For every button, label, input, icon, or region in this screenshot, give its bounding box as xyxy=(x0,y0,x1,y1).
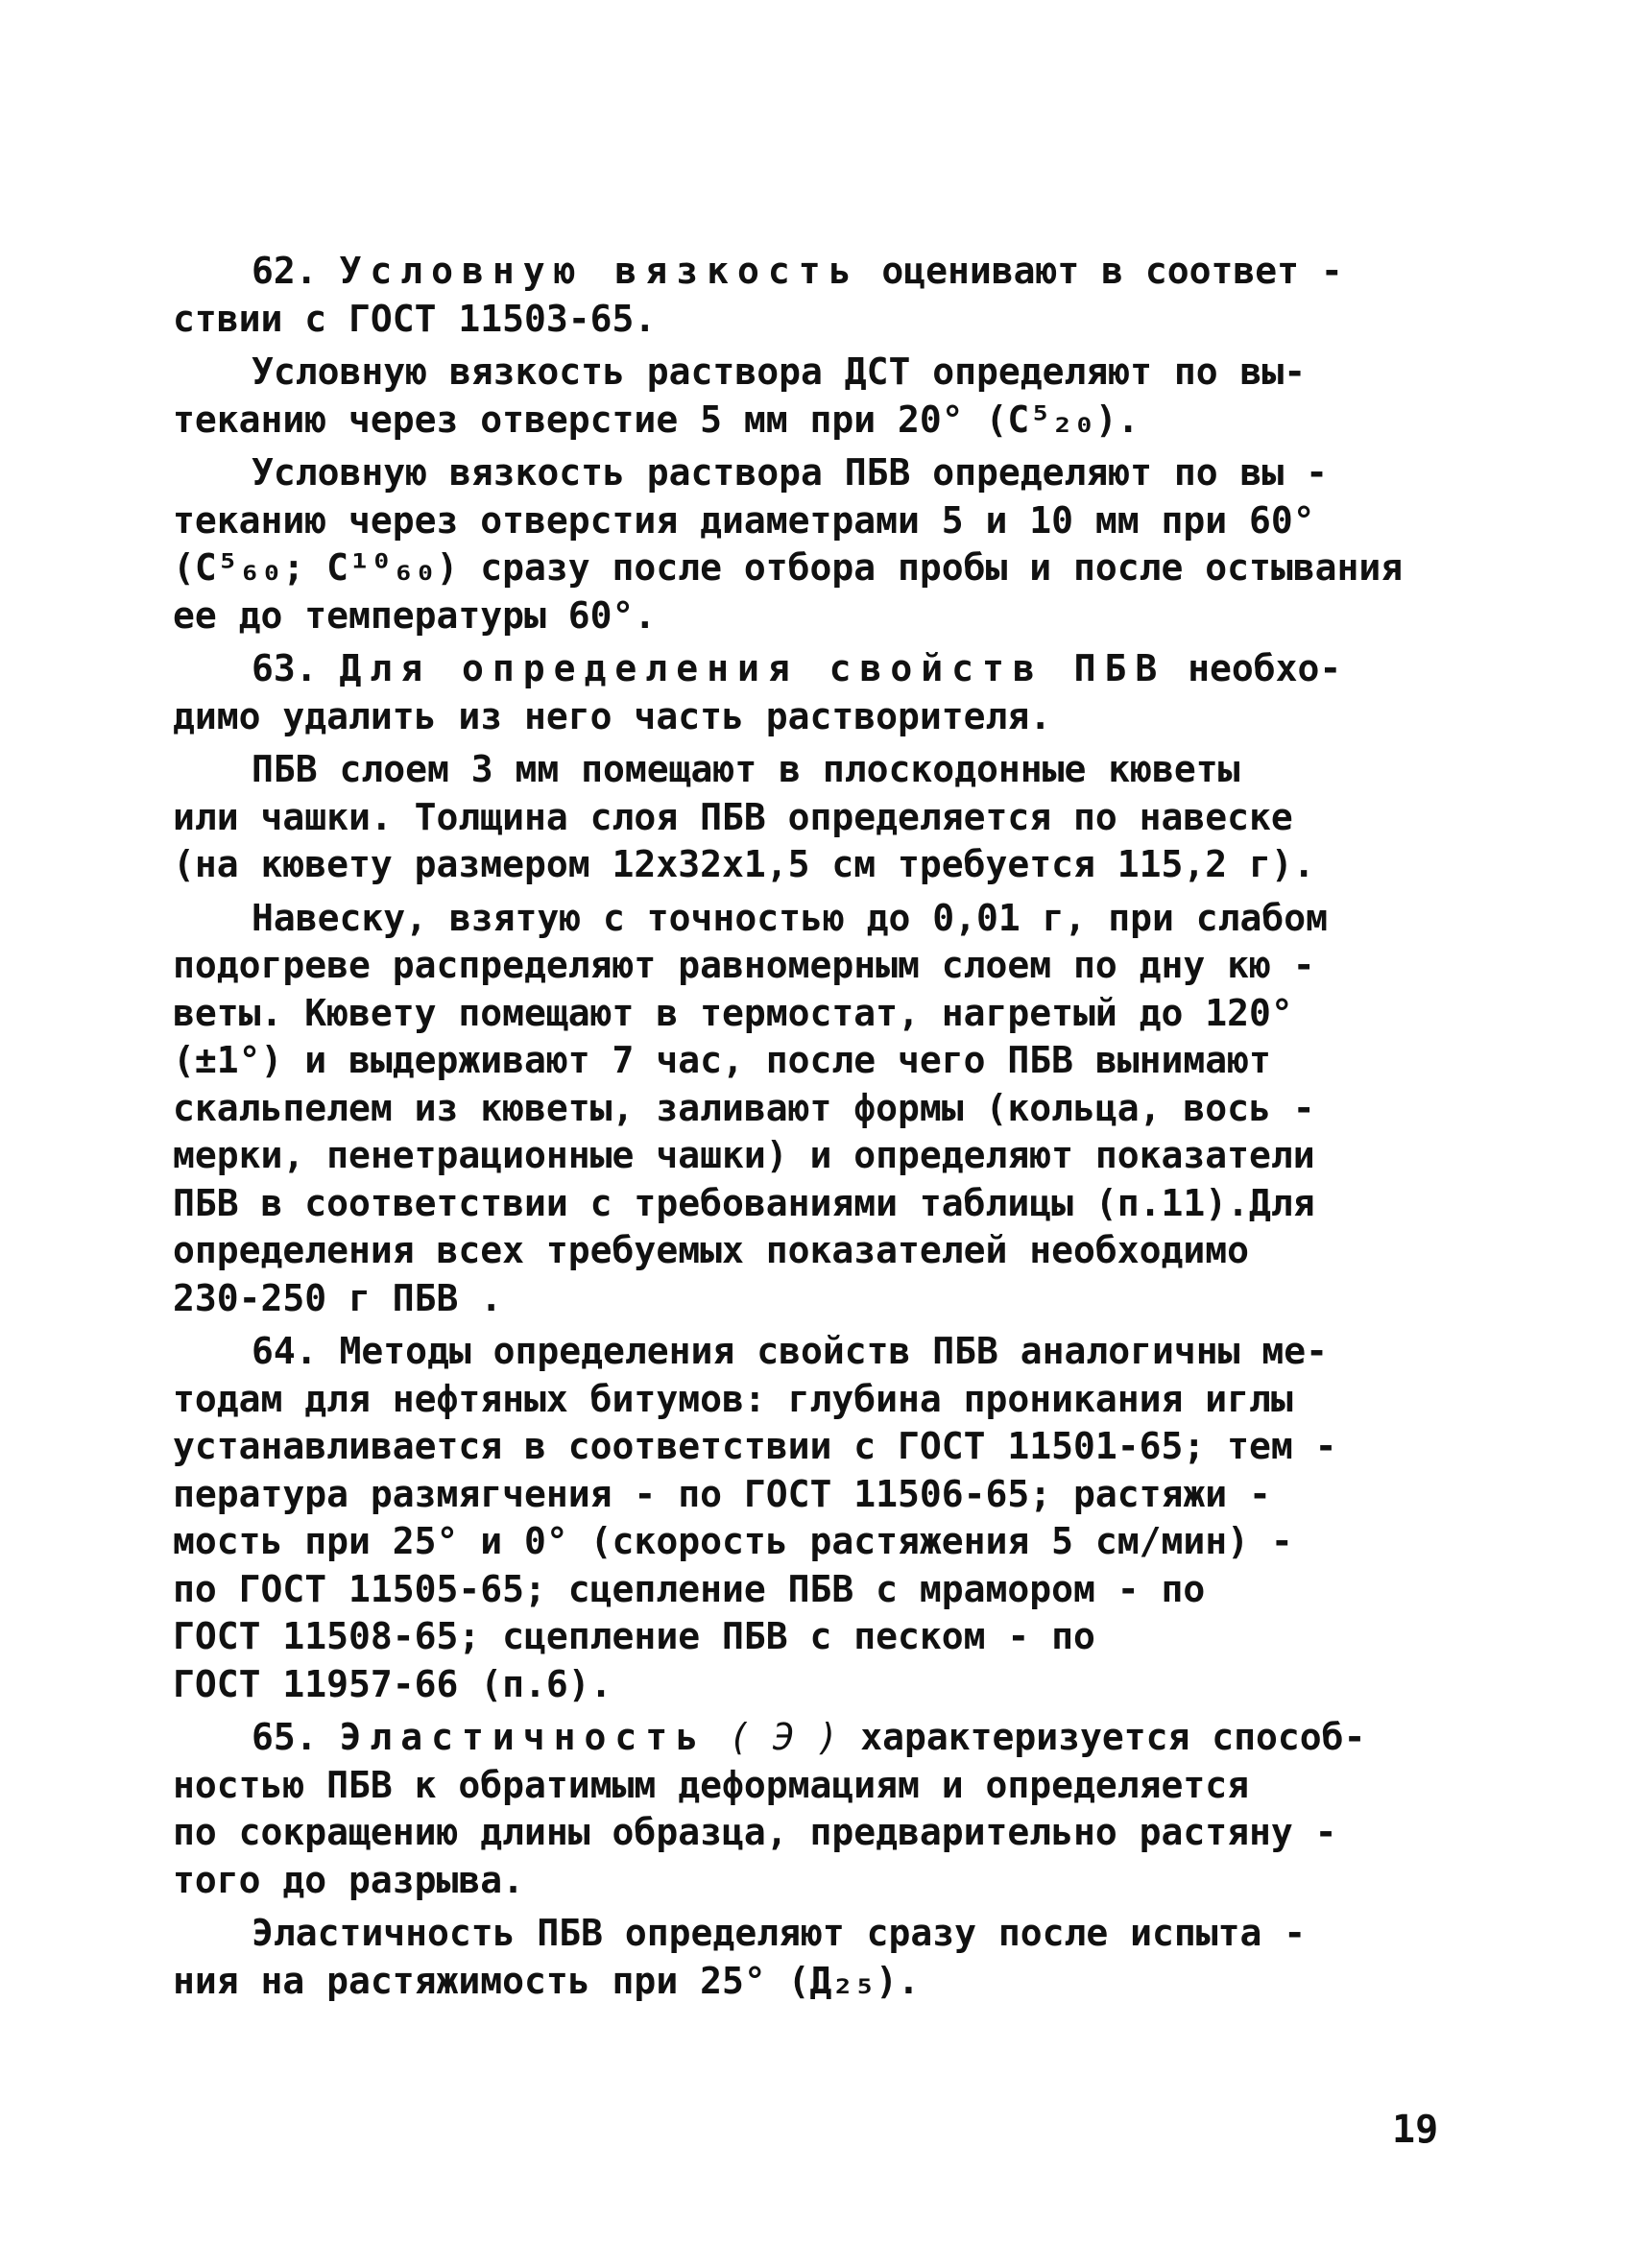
layer-paragraph-line-1: ПБВ слоем 3 мм помещают в плоскодонные кюветы xyxy=(252,748,1240,790)
section-64-line-3: устанавливается в соответствии с ГОСТ 11501-65; тем - xyxy=(173,1425,1337,1467)
document-page xyxy=(173,248,1450,2005)
section-62-number: 62. xyxy=(252,250,318,292)
dst-paragraph-line-2: теканию через отверстие 5 мм при 20° (C⁵₂₀). xyxy=(173,398,1140,441)
page-number: 19 xyxy=(1392,2108,1439,2152)
section-64-line-8: ГОСТ 11957-66 (п.6). xyxy=(173,1662,612,1705)
section-65-line-1-rest: характеризуется способ- xyxy=(860,1716,1366,1758)
sample-paragraph-line-4: (±1°) и выдерживают 7 час, после чего ПБВ вынимают xyxy=(173,1039,1271,1081)
section-62-line-2: ствии с ГОСТ 11503-65. xyxy=(173,297,657,340)
section-64-line-6: по ГОСТ 11505-65; сцепление ПБВ с мрамором - по xyxy=(173,1567,1206,1610)
section-63-number: 63. xyxy=(252,647,318,689)
section-65-line-4: того до разрыва. xyxy=(173,1858,525,1901)
sample-paragraph-line-1: Навеску, взятую с точностью до 0,01 г, при слабом xyxy=(252,896,1329,939)
section-65-term: Эластичность xyxy=(339,1716,708,1758)
sample-paragraph-line-9: 230-250 г ПБВ . xyxy=(173,1276,503,1319)
section-62-term: Условную вязкость xyxy=(339,250,860,292)
sample-paragraph-line-7: ПБВ в соответствии с требованиями таблицы (п.11).Для xyxy=(173,1181,1315,1224)
section-65-line-2: ностью ПБВ к обратимым деформациям и определяется xyxy=(173,1763,1250,1806)
section-65-number: 65. xyxy=(252,1716,318,1758)
sample-paragraph-line-2: подогреве распределяют равномерным слоем по дну кю - xyxy=(173,944,1315,986)
pbv-viscosity-line-2: теканию через отверстия диаметрами 5 и 10 мм при 60° xyxy=(173,498,1315,542)
pbv-viscosity-line-3: (C⁵₆₀; C¹⁰₆₀) сразу после отбора пробы и после остывания xyxy=(173,546,1404,589)
section-64-line-2: тодам для нефтяных битумов: глубина проникания иглы xyxy=(173,1377,1293,1420)
section-65-line-3: по сокращению длины образца, предварительно растяну - xyxy=(173,1811,1337,1853)
section-65-symbol: ( Э ) xyxy=(728,1716,839,1758)
section-65-line-1 xyxy=(173,1714,1450,1762)
section-63-line-2: димо удалить из него часть растворителя. xyxy=(173,694,1052,737)
elasticity-paragraph-line-2: ния на растяжимость при 25° (Д₂₅). xyxy=(173,1959,920,2002)
section-64-line-4: пература размягчения - по ГОСТ 11506-65; растяжи - xyxy=(173,1472,1271,1515)
pbv-viscosity-line-1: Условную вязкость раствора ПБВ определяют по вы - xyxy=(252,451,1329,494)
sample-paragraph-line-8: определения всех требуемых показателей необходимо xyxy=(173,1229,1250,1271)
layer-paragraph-line-3: (на кювету размером 12х32х1,5 см требуется 115,2 г). xyxy=(173,843,1315,885)
section-64-line-7: ГОСТ 11508-65; сцепление ПБВ с песком - по xyxy=(173,1615,1095,1657)
pbv-viscosity-line-4: ее до температуры 60°. xyxy=(173,593,657,637)
section-64-line-5: мость при 25° и 0° (скорость растяжения 5 см/мин) - xyxy=(173,1520,1293,1562)
section-62-line-1-rest: оценивают в соответ - xyxy=(881,250,1343,292)
section-63-term: Для определения свойств ПБВ xyxy=(339,647,1166,689)
sample-paragraph-line-5: скальпелем из кюветы, заливают формы (кольца, вось - xyxy=(173,1086,1315,1129)
elasticity-paragraph-line-1: Эластичность ПБВ определяют сразу после испыта - xyxy=(252,1912,1307,1954)
dst-paragraph-line-1: Условную вязкость раствора ДСТ определяют по вы- xyxy=(252,350,1307,393)
layer-paragraph-line-2: или чашки. Толщина слоя ПБВ определяется по навеске xyxy=(173,795,1293,838)
sample-paragraph-line-3: веты. Кювету помещают в термостат, нагретый до 120° xyxy=(173,991,1293,1034)
section-64-line-1: 64. Методы определения свойств ПБВ аналогичны ме- xyxy=(252,1330,1329,1372)
section-63-line-1 xyxy=(173,645,1450,693)
sample-paragraph-line-6: мерки, пенетрационные чашки) и определяют показатели xyxy=(173,1134,1315,1176)
section-62-line-1 xyxy=(173,248,1450,296)
section-63-line-1-rest: необхо- xyxy=(1188,647,1342,689)
